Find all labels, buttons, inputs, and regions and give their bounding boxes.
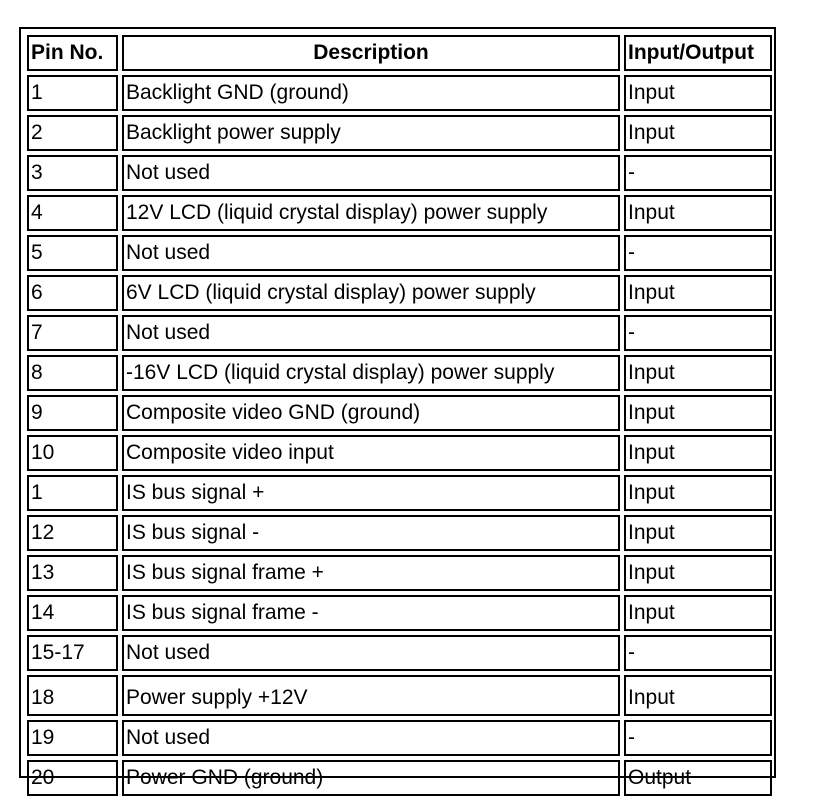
pin-number-cell: 6 <box>27 275 118 311</box>
table-row <box>27 235 772 271</box>
table-row <box>27 675 772 716</box>
input-output-cell: Input <box>624 435 772 471</box>
input-output-cell: - <box>624 720 772 756</box>
description-cell: Not used <box>122 315 620 351</box>
input-output-cell: - <box>624 155 772 191</box>
description-cell: -16V LCD (liquid crystal display) power supply <box>122 355 620 391</box>
description-cell: Composite video input <box>122 435 620 471</box>
pin-number-cell: 1 <box>27 475 118 511</box>
input-output-cell: - <box>624 315 772 351</box>
pin-number-cell: 13 <box>27 555 118 591</box>
table-row <box>27 555 772 591</box>
input-output-cell: Input <box>624 515 772 551</box>
table-row <box>27 435 772 471</box>
description-cell: IS bus signal frame - <box>122 595 620 631</box>
input-output-cell: Input <box>624 75 772 111</box>
table-row <box>27 355 772 391</box>
pin-number-cell: 5 <box>27 235 118 271</box>
input-output-cell: - <box>624 235 772 271</box>
description-cell: Not used <box>122 720 620 756</box>
input-output-cell: Input <box>624 275 772 311</box>
input-output-cell: Output <box>624 760 772 796</box>
pin-number-cell: 3 <box>27 155 118 191</box>
pin-number-cell: 9 <box>27 395 118 431</box>
pin-number-cell: 14 <box>27 595 118 631</box>
description-cell: Power GND (ground) <box>122 760 620 796</box>
table-row <box>27 75 772 111</box>
pin-assignment-table <box>23 31 776 800</box>
pin-number-cell: 18 <box>27 675 118 716</box>
table-row <box>27 635 772 671</box>
description-cell: Not used <box>122 635 620 671</box>
description-cell: 6V LCD (liquid crystal display) power supply <box>122 275 620 311</box>
table-row <box>27 475 772 511</box>
pin-number-cell: 2 <box>27 115 118 151</box>
input-output-cell: Input <box>624 395 772 431</box>
table-row <box>27 395 772 431</box>
pin-number-cell: 4 <box>27 195 118 231</box>
pin-number-cell: 12 <box>27 515 118 551</box>
description-cell: Composite video GND (ground) <box>122 395 620 431</box>
table-header-row <box>27 35 772 71</box>
pin-number-cell: 20 <box>27 760 118 796</box>
input-output-cell: Input <box>624 355 772 391</box>
pin-table-frame <box>19 27 776 789</box>
header-description: Description <box>122 35 620 71</box>
header-input-output: Input/Output <box>624 35 772 71</box>
input-output-cell: Input <box>624 475 772 511</box>
description-cell: Not used <box>122 235 620 271</box>
table-row <box>27 315 772 351</box>
table-body <box>27 75 772 796</box>
table-row <box>27 115 772 151</box>
input-output-cell: Input <box>624 595 772 631</box>
description-cell: Backlight GND (ground) <box>122 75 620 111</box>
table-row <box>27 720 772 756</box>
description-cell: IS bus signal - <box>122 515 620 551</box>
table-row <box>27 515 772 551</box>
pin-number-cell: 8 <box>27 355 118 391</box>
table-row <box>27 275 772 311</box>
description-cell: Not used <box>122 155 620 191</box>
table-row <box>27 195 772 231</box>
pin-number-cell: 19 <box>27 720 118 756</box>
description-cell: 12V LCD (liquid crystal display) power supply <box>122 195 620 231</box>
table-row <box>27 595 772 631</box>
description-cell: Power supply +12V <box>122 675 620 716</box>
input-output-cell: Input <box>624 675 772 716</box>
description-cell: Backlight power supply <box>122 115 620 151</box>
table-row <box>27 155 772 191</box>
input-output-cell: Input <box>624 555 772 591</box>
description-cell: IS bus signal frame + <box>122 555 620 591</box>
input-output-cell: - <box>624 635 772 671</box>
input-output-cell: Input <box>624 195 772 231</box>
pin-number-cell: 7 <box>27 315 118 351</box>
pin-number-cell: 15-17 <box>27 635 118 671</box>
input-output-cell: Input <box>624 115 772 151</box>
header-pin-no: Pin No. <box>27 35 118 71</box>
description-cell: IS bus signal + <box>122 475 620 511</box>
pin-number-cell: 1 <box>27 75 118 111</box>
pin-number-cell: 10 <box>27 435 118 471</box>
table-row <box>27 760 772 796</box>
